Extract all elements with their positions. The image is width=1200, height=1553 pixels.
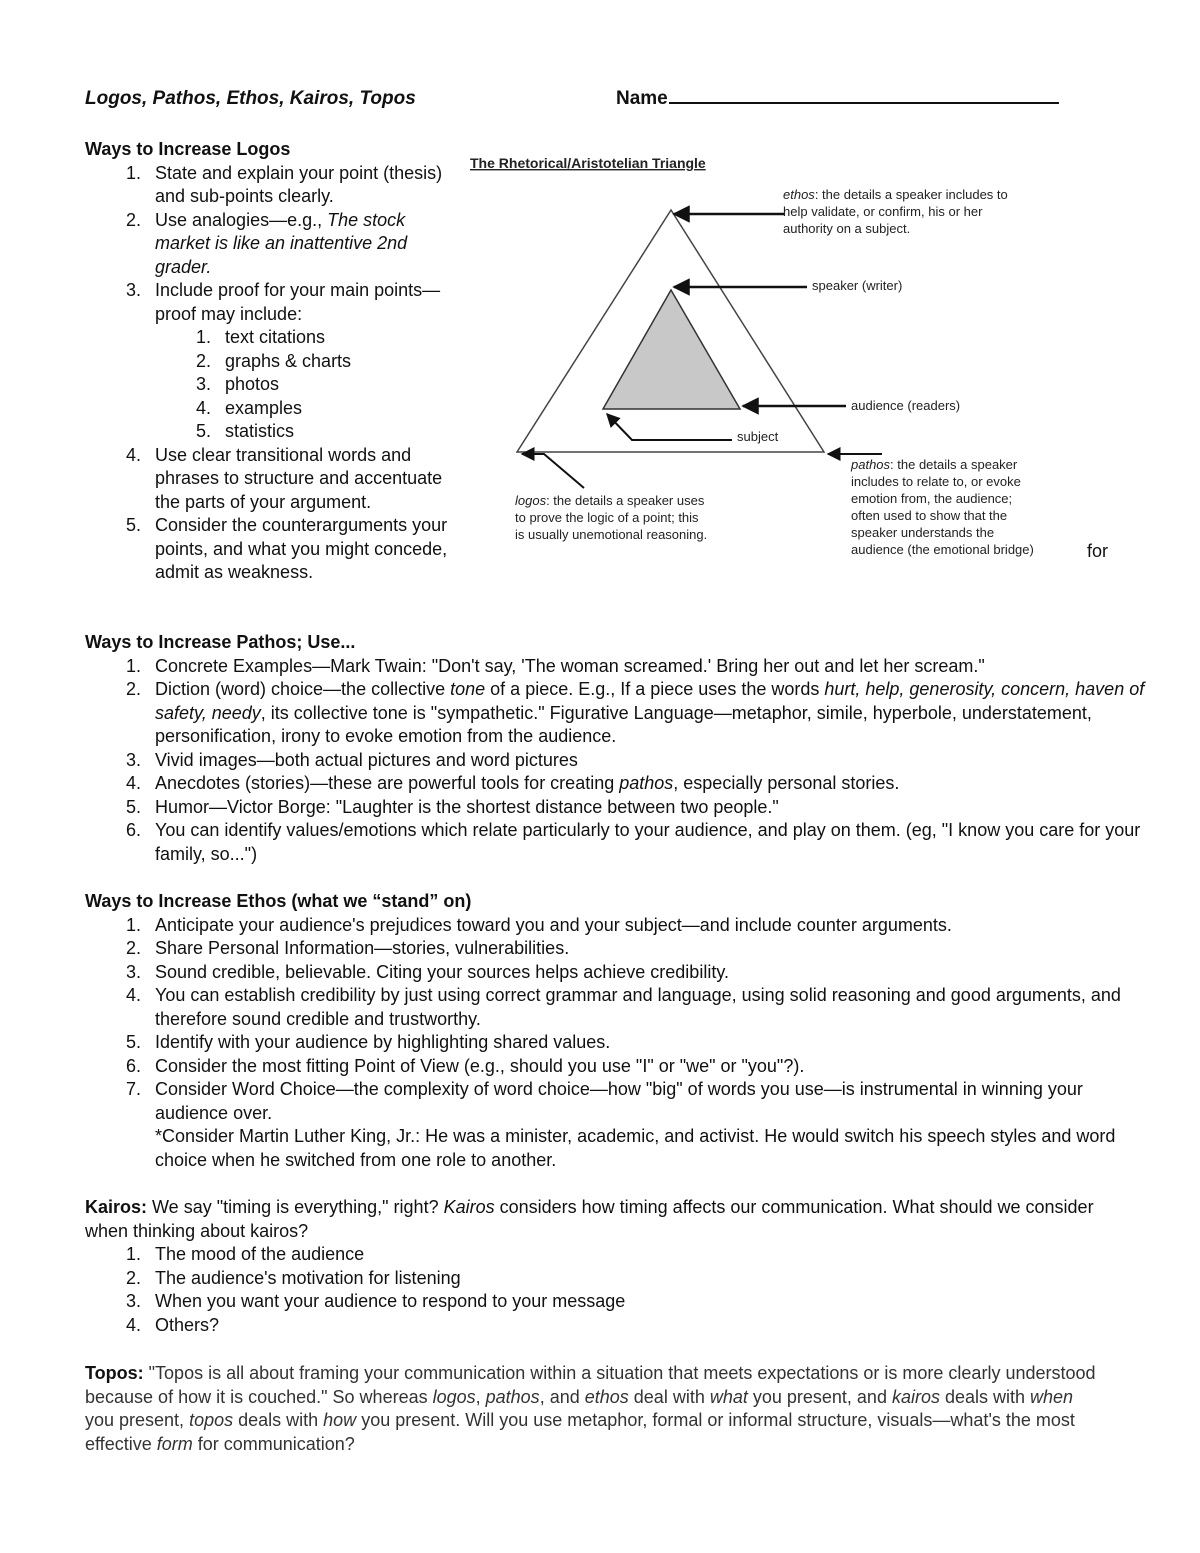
list-item: graphs & charts (225, 350, 352, 371)
ethos-label-line2: help validate, or confirm, his or her (783, 204, 983, 219)
list-item: State and explain your point (thesis) and sub-points clearly. (155, 162, 443, 206)
pathos-label-line2: includes to relate to, or evoke (851, 474, 1021, 489)
pathos-label-line4: often used to show that the (851, 508, 1008, 523)
diagram-title: The Rhetorical/Aristotelian Triangle (470, 155, 706, 171)
list-item: text citations (225, 327, 326, 347)
name-label: Name (616, 88, 668, 109)
audience-label: audience (readers) (851, 398, 961, 413)
logos-heading: Ways to Increase Logos (85, 139, 291, 159)
proof-sublist (155, 326, 465, 444)
list-item: Use clear transitional words and phrases to structure and accentuate the parts of your argument. (155, 444, 443, 512)
list-item: Include proof for your main points—proof may include: text citations graphs & charts photos examples statistics (155, 279, 465, 444)
list-item: You can identify values/emotions which relate particularly to your audience, and play on them. (eg, "I know you care for your family, so...") (155, 820, 1141, 864)
pathos-label-line5: speaker understands the (851, 525, 995, 540)
list-item: Consider the most fitting Point of View (e.g., should you use "I" or "we" or "you"?). (155, 1055, 805, 1076)
pathos-heading: Ways to Increase Pathos; Use... (85, 632, 356, 652)
subject-arrow (607, 414, 732, 440)
pathos-list (85, 655, 1145, 867)
mlk-note: *Consider Martin Luther King, Jr.: He was a minister, academic, and activist. He would switch his speech styles and word choice when he switched from one role to another. (155, 1126, 1116, 1170)
name-blank-line (669, 88, 1059, 104)
ethos-section (85, 890, 1145, 1172)
pathos-label: pathos: the details a speaker (851, 457, 1018, 472)
pathos-section (85, 631, 1145, 866)
inner-triangle (603, 290, 740, 409)
kairos-list (85, 1243, 1125, 1337)
list-item: Use analogies—e.g., The stock market is like an inattentive 2nd grader. (155, 209, 408, 277)
list-item: Diction (word) choice—the collective tone of a piece. E.g., If a piece uses the words hurt, help, generosity, concern, haven of safety, needy, its collective tone is "sympathetic." Figurative Language—metaphor, simile, hyperbole, understatement, personification, irony to evoke emotion from the audience. (155, 679, 1145, 746)
kairos-section (85, 1196, 1125, 1337)
list-item: Consider the counterarguments your points, and what you might concede, admit as weakness. (155, 515, 448, 582)
page-title: Logos, Pathos, Ethos, Kairos, Topos (85, 88, 416, 109)
name-field (616, 87, 1059, 111)
topos-paragraph: Topos: "Topos is all about framing your communication within a situation that meets expectations or is more clearly understood because of how it is couched." So whereas logos, pathos, and ethos deal with what you present, and kairos deals with when you present, topos deals with how you present. Will you use metaphor, formal or informal structure, visuals—what's the most effective form for communication? (85, 1363, 1096, 1454)
stray-word: for (1087, 541, 1109, 561)
list-item: You can establish credibility by just using correct grammar and language, using solid reasoning and good arguments, and therefore sound credible and trustworthy. (155, 985, 1121, 1029)
ethos-list (85, 914, 1145, 1173)
list-item: The audience's motivation for listening (155, 1267, 461, 1288)
list-item: Consider Word Choice—the complexity of word choice—how "big" of words you use—is instrumental in winning your audience over. *Consider Martin Luther King, Jr.: He was a minister, academic, and activist. He would switch his speech styles and word choice when he switched from one role to another. (155, 1079, 1116, 1170)
topos-section (85, 1362, 1105, 1456)
list-item: The mood of the audience (155, 1244, 365, 1264)
logos-label-line3: is usually unemotional reasoning. (515, 527, 708, 542)
ethos-label: ethos: the details a speaker includes to (783, 187, 1008, 202)
logos-label-line2: to prove the logic of a point; this (515, 510, 699, 525)
list-item: statistics (225, 421, 295, 441)
list-item: examples (225, 397, 303, 418)
ethos-heading: Ways to Increase Ethos (what we “stand” on) (85, 891, 472, 911)
speaker-label: speaker (writer) (812, 278, 903, 293)
pathos-label-line6: audience (the emotional bridge) (851, 542, 1034, 557)
subject-label: subject (737, 429, 779, 444)
list-item: Concrete Examples—Mark Twain: "Don't say, 'The woman screamed.' Bring her out and let her scream." (155, 655, 985, 676)
logos-label: logos: the details a speaker uses (515, 493, 705, 508)
logos-list (85, 162, 465, 585)
list-item: Anecdotes (stories)—these are powerful tools for creating pathos, especially personal stories. (155, 773, 900, 793)
list-item: Humor—Victor Borge: "Laughter is the shortest distance between two people." (155, 796, 779, 817)
list-item: Vivid images—both actual pictures and word pictures (155, 749, 578, 770)
list-item: photos (225, 374, 280, 394)
list-item: Share Personal Information—stories, vulnerabilities. (155, 938, 570, 958)
list-item: When you want your audience to respond to your message (155, 1291, 626, 1311)
rhetorical-triangle-diagram (462, 148, 1082, 568)
pathos-label-line3: emotion from, the audience; (851, 491, 1013, 506)
list-item: Sound credible, believable. Citing your sources helps achieve credibility. (155, 961, 729, 982)
logos-arrow (522, 454, 584, 488)
list-item: Identify with your audience by highlighting shared values. (155, 1032, 611, 1052)
ethos-label-line3: authority on a subject. (783, 221, 911, 236)
logos-section (85, 138, 465, 585)
kairos-intro: Kairos: We say "timing is everything," right? Kairos considers how timing affects our communication. What should we consider when thinking about kairos? (85, 1197, 1094, 1241)
list-item: Anticipate your audience's prejudices toward you and your subject—and include counter arguments. (155, 914, 952, 935)
list-item: Others? (155, 1314, 220, 1335)
analogy-example: The stock market is like an inattentive 2nd grader. (155, 209, 408, 277)
